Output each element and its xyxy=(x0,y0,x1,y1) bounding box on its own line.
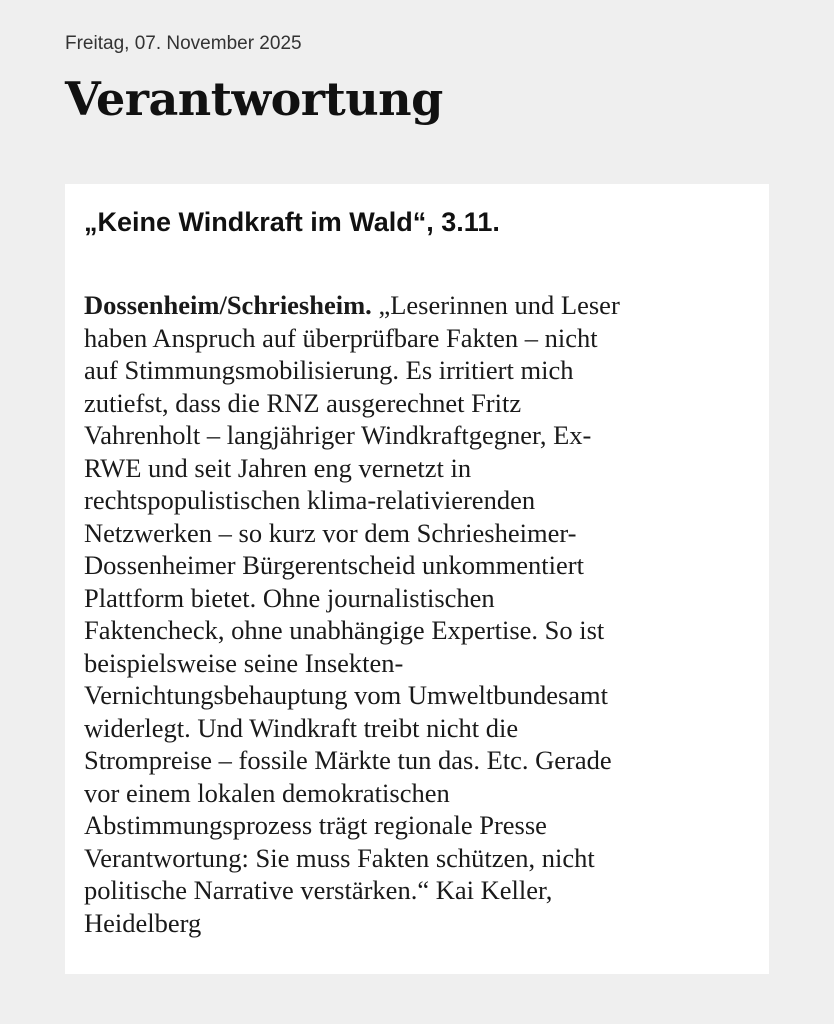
letter-line: Faktencheck, ohne unabhängige Expertise. So ist xyxy=(84,615,605,645)
letter-line: zutiefst, dass die RNZ ausgerechnet Fritz xyxy=(84,387,522,418)
letter-body xyxy=(84,289,751,939)
publication-date: Freitag, 07. November 2025 xyxy=(65,33,302,54)
letter-headline: „Keine Windkraft im Wald“, 3.11. xyxy=(84,207,500,237)
letter-dateline: Dossenheim/Schriesheim. xyxy=(84,290,372,320)
letter-line: Vernichtungsbehauptung vom Umweltbundesamt xyxy=(84,680,609,710)
page-title: Verantwortung xyxy=(65,72,443,126)
letter-line: Vahrenholt – langjähriger Windkraftgegner, Ex- xyxy=(84,420,592,450)
letter-line: Strompreise – fossile Märkte tun das. Etc. Gerade xyxy=(84,745,612,775)
letter-line-text: „Leserinnen und Leser xyxy=(371,290,620,320)
letter-line: Plattform bietet. Ohne journalistischen xyxy=(84,582,495,613)
letter-line: Heidelberg xyxy=(84,907,202,938)
letter-line: Verantwortung: Sie muss Fakten schützen, nicht xyxy=(84,842,595,873)
letter-line xyxy=(84,289,751,322)
letter-line: auf Stimmungsmobilisierung. Es irritiert mich xyxy=(84,355,574,385)
letter-card xyxy=(65,184,769,974)
letter-line: Abstimmungsprozess trägt regionale Presse xyxy=(84,810,547,840)
letter-line: vor einem lokalen demokratischen xyxy=(84,777,450,808)
letter-line: rechtspopulistischen klima-relativierenden xyxy=(84,485,536,515)
letter-line: Netzwerken – so kurz vor dem Schriesheimer- xyxy=(84,517,577,548)
letter-line: beispielsweise seine Insekten- xyxy=(84,647,404,678)
letter-line: RWE und seit Jahren eng vernetzt in xyxy=(84,452,472,483)
letter-line: Dossenheimer Bürgerentscheid unkommentiert xyxy=(84,550,584,580)
letter-line: politische Narrative verstärken.“ Kai Keller, xyxy=(84,875,553,905)
letter-line: haben Anspruch auf überprüfbare Fakten – nicht xyxy=(84,322,598,353)
letter-line: widerlegt. Und Windkraft treibt nicht die xyxy=(84,712,519,743)
